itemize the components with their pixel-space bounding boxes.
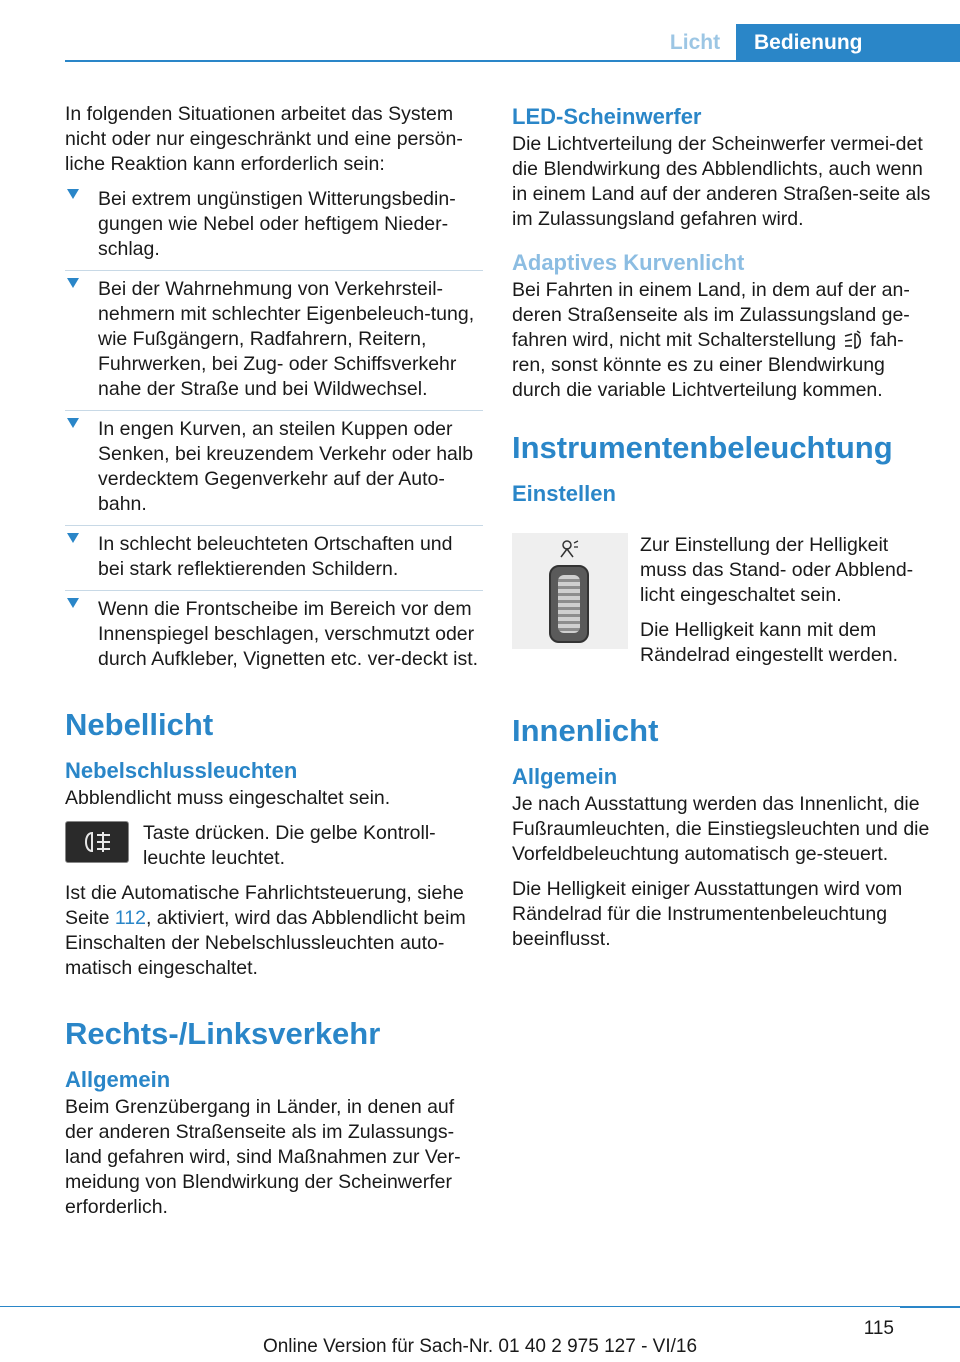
instrument-paragraph-1: Zur Einstellung der Helligkeit muss das Stand- oder Abblend-licht eingeschaltet sein.: [640, 534, 914, 606]
subsection-title-nebelschlussleuchten: Nebelschlussleuchten: [65, 758, 298, 783]
conditions-list: [65, 187, 483, 680]
fog-paragraph-1: Abblendlicht muss eingeschaltet sein.: [65, 787, 391, 809]
knurled-wheel: [549, 565, 589, 643]
rear-fog-icon: [80, 831, 114, 853]
triangle-bullet-icon: [67, 189, 79, 199]
triangle-bullet-icon: [67, 598, 79, 608]
section-title-nebellicht: Nebellicht: [65, 707, 214, 742]
subsection-title-led: LED-Scheinwerfer: [512, 104, 702, 129]
subsection-title-einstellen: Einstellen: [512, 481, 616, 506]
page-link[interactable]: 112: [114, 907, 146, 929]
headlight-switch-icon: [842, 330, 864, 352]
interior-paragraph-2: Die Helligkeit einiger Ausstattungen wird vom Rändelrad für die Instrumentenbeleuchtung beeinflusst.: [512, 878, 903, 950]
right-column: [512, 102, 932, 962]
instrument-paragraph-2: Die Helligkeit kann mit dem Rändelrad eingestellt werden.: [640, 619, 898, 666]
fog-paragraph-2: Ist die Automatische Fahrlichtsteuerung, siehe Seite 112, aktiviert, wird das Abblendlicht beim Einschalten der Nebelschlussleuchten auto-matisch eingeschaltet.: [65, 882, 466, 979]
fog-button-text: Taste drücken. Die gelbe Kontroll-leuchte leuchtet.: [143, 822, 436, 869]
interior-paragraph-1: Je nach Ausstattung werden das Innenlicht, die Fußraumleuchten, die Einstiegsleuchten und die Vorfeldbeleuchtung automatisch ge-steuert.: [512, 793, 930, 865]
footer-rule: [0, 1306, 960, 1307]
traffic-paragraph: Beim Grenzübergang in Länder, in denen auf der anderen Straßenseite als im Zulassungs-land gefahren wird, sind Maßnahmen zur Ver-meidung von Blendwirkung der Scheinwerfer erforderlich.: [65, 1096, 461, 1218]
footer-rule-accent: [900, 1306, 960, 1308]
section-title-innenlicht: Innenlicht: [512, 713, 659, 748]
adaptive-paragraph: Bei Fahrten in einem Land, in dem auf der an-deren Straßenseite als im Zulassungsland ge-fahren wird, nicht mit Schalterstellung fah-ren, sonst könnte es zu einer Blendwirkung durch die variable Lichtverteilung kommen.: [512, 279, 910, 401]
instrument-light-icon: [558, 539, 580, 559]
list-item: In engen Kurven, an steilen Kuppen oder Senken, bei kreuzendem Verkehr oder halb verdecktem Gegenverkehr auf der Auto-bahn.: [65, 410, 483, 525]
list-item: Bei der Wahrnehmung von Verkehrsteil-nehmern mit schlechter Eigenbeleuch-tung, wie Fußgängern, Radfahrern, Reitern, Fuhrwerken, bei Zug- oder Schiffsverkehr nahe der Straße und bei Wildwechsel.: [65, 270, 483, 410]
tab-licht[interactable]: Licht: [669, 31, 721, 54]
list-item: In schlecht beleuchteten Ortschaften und bei stark reflektierenden Schildern.: [65, 525, 483, 590]
dimmer-text: [640, 533, 932, 678]
fog-button-row: [65, 821, 483, 871]
page-number: 115: [863, 1318, 894, 1339]
dimmer-row: [512, 509, 932, 678]
triangle-bullet-icon: [67, 278, 79, 288]
subsection-title-adaptive: Adaptives Kurvenlicht: [512, 250, 745, 275]
triangle-bullet-icon: [67, 533, 79, 543]
list-item: Bei extrem ungünstigen Witterungsbedin-gungen wie Nebel oder heftigem Nieder-schlag.: [65, 187, 483, 270]
led-paragraph: Die Lichtverteilung der Scheinwerfer vermei-det die Blendwirkung des Abblendlichts, auch wenn in einem Land auf der anderen Straßen-seite als im Zulassungsland gefahren wird.: [512, 133, 931, 230]
subsection-title-allgemein: Allgemein: [65, 1067, 171, 1092]
intro-paragraph: In folgenden Situationen arbeitet das System nicht oder nur eingeschränkt und eine persön-liche Reaktion kann erforderlich sein:: [65, 103, 463, 175]
section-title-rechts-linksverkehr: Rechts-/Linksverkehr: [65, 1016, 381, 1051]
subsection-title-allgemein-innen: Allgemein: [512, 764, 618, 789]
triangle-bullet-icon: [67, 418, 79, 428]
dimmer-wheel-figure: [512, 533, 628, 649]
fog-light-button-icon: [65, 821, 129, 863]
tab-bedienung[interactable]: Bedienung: [736, 24, 960, 62]
online-version-note: Online Version für Sach-Nr. 01 40 2 975 127 - VI/16: [262, 1336, 698, 1357]
list-item: Wenn die Frontscheibe im Bereich vor dem Innenspiegel beschlagen, verschmutzt oder durch Aufkleber, Vignetten etc. ver-deckt ist.: [65, 590, 483, 680]
section-title-instrumentenbeleuchtung: Instrumentenbeleuchtung: [512, 430, 893, 465]
left-column: [65, 102, 483, 1230]
